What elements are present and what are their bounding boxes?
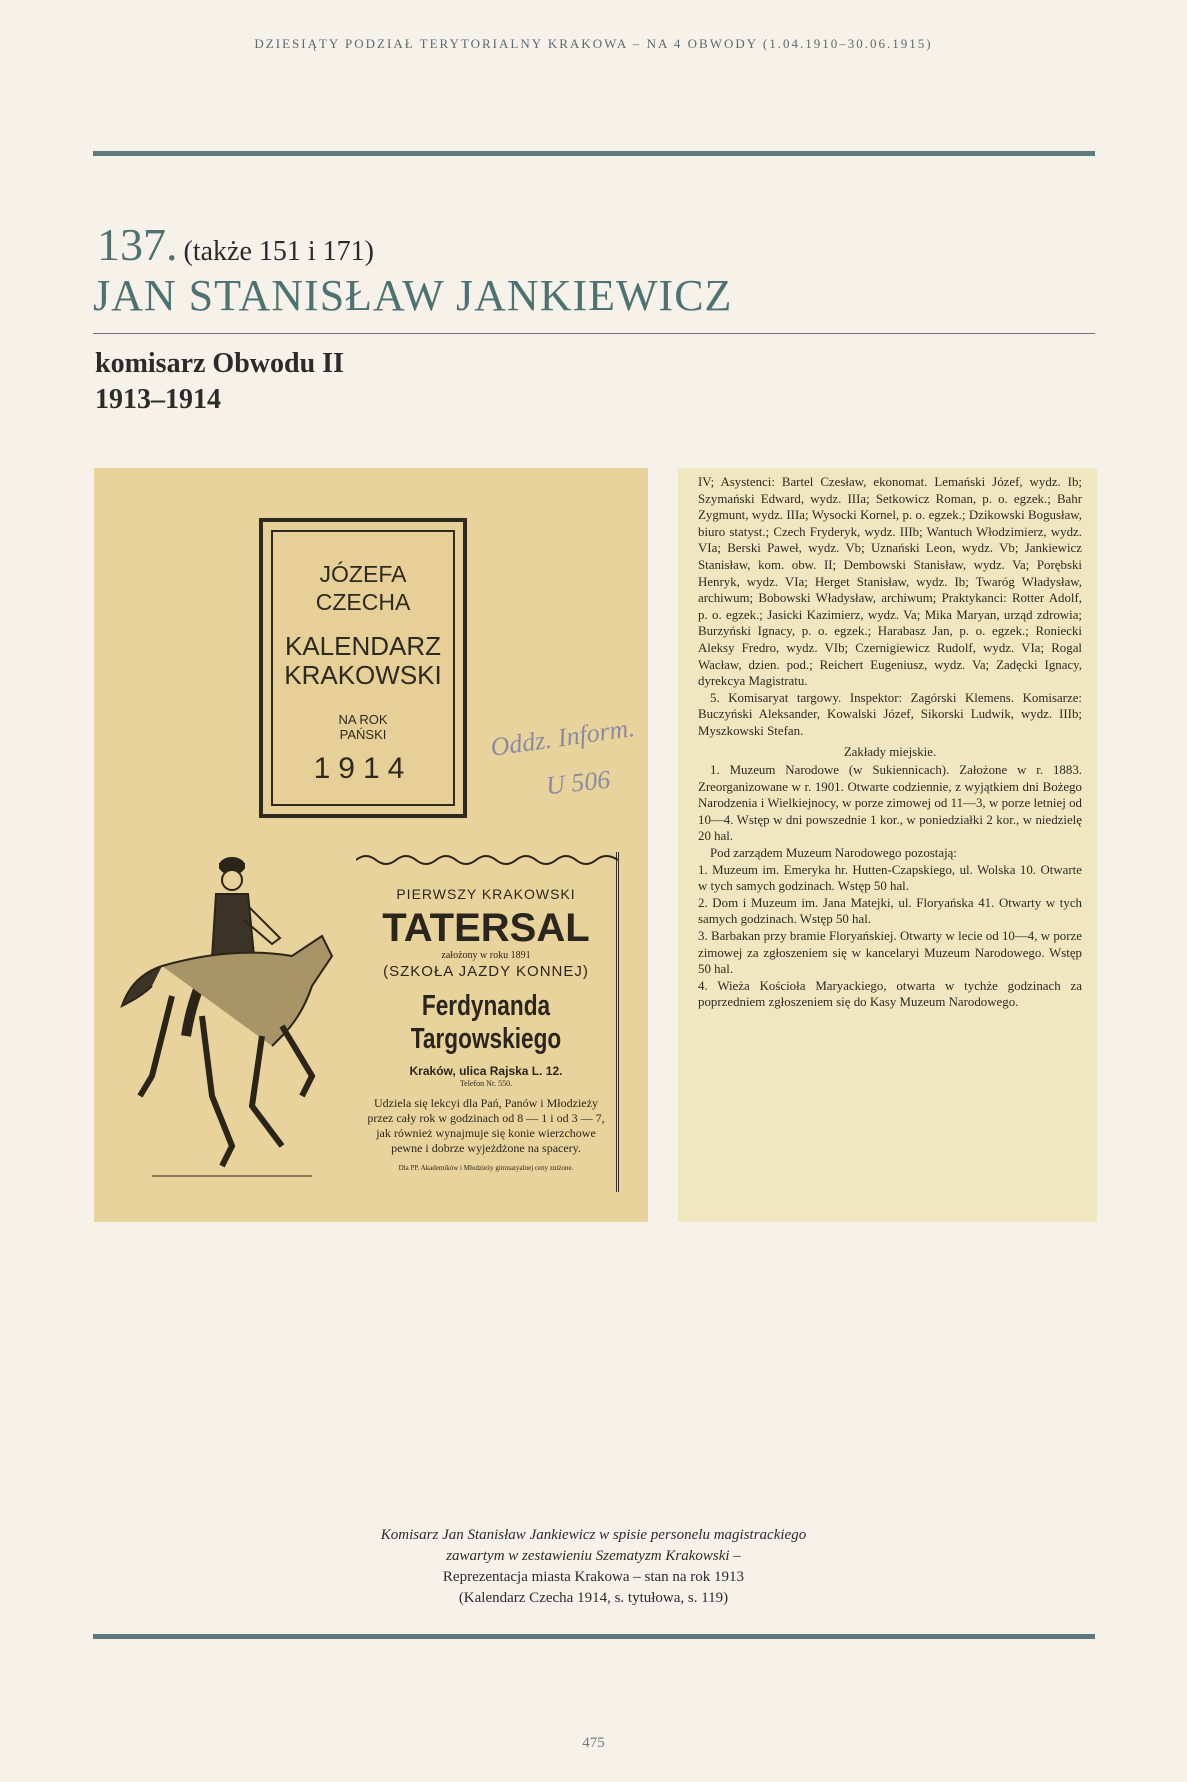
cover-title: KALENDARZ KRAKOWSKI — [284, 631, 442, 690]
advert-headline: TATERSAL — [382, 906, 590, 950]
advert-founded: założony w roku 1891 — [441, 950, 531, 961]
caption-line-1: Komisarz Jan Stanisław Jankiewicz w spisie personelu magistrackiego — [380, 1527, 807, 1543]
library-stamp-1: Oddz. Inform. — [488, 713, 637, 762]
list-item: 1. Muzeum im. Emeryka hr. Hutten-Czapskiego, ul. Wolska 10. Otwarte w tych samych godzinach. Wstęp 50 hal. — [698, 862, 1082, 894]
ornament-border — [356, 852, 618, 868]
advert-footnote: Dla PP. Akademików i Młodzieży gimnazyalnej ceny zniżone. — [398, 1164, 574, 1172]
list-item: 3. Barbakan przy bramie Floryańskiej. Otwarty w lecie od 10—4, w porze zimowej za zgłoszeniem się w kancelaryi Muzeum Narodowego. Wstęp 50 hal. — [698, 929, 1082, 977]
entry-number-value: 137. — [97, 219, 178, 270]
cover-author: JÓZEFA CZECHA — [315, 561, 411, 615]
tatersal-advert — [356, 852, 619, 1192]
caption-line-2: zawartym w zestawieniu Szematyzm Krakowski – — [446, 1548, 741, 1564]
title-rule — [93, 333, 1095, 334]
entry-also: (także 151 i 171) — [183, 236, 374, 267]
personnel-paragraph: IV; Asystenci: Bartel Czesław, ekonomat. Lemański Józef, wydz. Ib; Szymański Edward, wydz. IIIa; Setkowicz Roman, p. o. egzek.; Bahr Zygmunt, wydz. IIIa; Wysocki Kornel, p. o. egzek.; Dzikowski Bogusław, biuro statyst.; Czech Fryderyk, wydz. IIIb; Wantuch Włodzimierz, wydz. VIa; Berski Paweł, wydz. Vb; Uznański Leon, wydz. Vb; Jankiewicz Stanisław, kom. obw. II; Dembowski Stanisław, wydz. Va; Porębski Henryk, wydz. VIa; Herget Stanisław, wydz. Ib; Twaróg Władysław, archiwum; Bobowski Władysław, archiwum; Praktykanci: Rotter Adolf, p. o. egzek.; Jasicki Kazimierz, wydz. Va; Mika Maryan, urząd zdrowia; Burzyński Ignacy, p. o. egzek.; Harabasz Jan, p. o. egzek.; Roniecki Aleksy Fredro, wydz. VIb; Czernigiewicz Rudolf, wydz. VIa; Rogal Wacław, dzien. pod.; Reichert Eugeniusz, wydz. Va; Zadęcki Ignacy, dyrekcya Magistratu. — [698, 475, 1082, 689]
advert-line-1: PIERWSZY KRAKOWSKI — [396, 886, 576, 902]
cover-year: 1914 — [313, 752, 413, 785]
figure-caption — [0, 1525, 1187, 1609]
entry-name: JAN STANISŁAW JANKIEWICZ — [93, 271, 733, 320]
horse-rider-illustration — [112, 846, 336, 1186]
list-item: 2. Dom i Muzeum im. Jana Matejki, ul. Floryańska 41. Otwarty w tych samych godzinach. Wstęp 50 hal. — [698, 895, 1082, 927]
advert-body: Udziela się lekcyi dla Pań, Panów i Młodzieży przez cały rok w godzinach od 8 — 1 i od 3 — 7, jak również wynajmuje się konie wierzchowe pewne i dobrze wyjeżdżone na spacery. — [367, 1096, 605, 1155]
calendar-cover — [259, 518, 467, 818]
section-heading: Zakłady miejskie. — [843, 744, 937, 759]
advert-owner: Ferdynanda Targowskiego — [410, 990, 562, 1055]
advert-phone: Telefon Nr. 550. — [459, 1079, 513, 1088]
personnel-list-scan — [678, 468, 1097, 1222]
museum-branches-intro: Pod zarządem Muzeum Narodowego pozostają: — [710, 846, 957, 861]
library-stamp-2: U 506 — [544, 764, 612, 801]
museum-paragraph: 1. Muzeum Narodowe (w Sukiennicach). Założone w r. 1883. Zreorganizowane w r. 1901. Otwarte codziennie, z wyjątkiem dni Bożego Narodzenia i Wielkiejnocy, w porze zimowej od 11—3, w porze letniej od 10—4. Wstęp w dni powszednie 1 kor., w poniedziałki 2 kor., w niedzielę 20 hal. — [698, 763, 1082, 844]
caption-line-4: (Kalendarz Czecha 1914, s. tytułowa, s. 119) — [458, 1590, 729, 1606]
caption-line-3: Reprezentacja miasta Krakowa – stan na rok 1913 — [442, 1569, 745, 1585]
entry-number — [97, 219, 374, 270]
entry-role: komisarz Obwodu II — [95, 348, 344, 379]
personnel-text — [698, 474, 1082, 1011]
list-item: 4. Wieża Kościoła Maryackiego, otwarta w tychże godzinach za poprzedniem zgłoszeniem się do Kasy Muzeum Narodowego. — [698, 978, 1082, 1010]
entry-years: 1913–1914 — [95, 384, 221, 415]
bottom-rule — [93, 1634, 1095, 1639]
running-head: DZIESIĄTY PODZIAŁ TERYTORIALNY KRAKOWA – NA 4 OBWODY (1.04.1910–30.06.1915) — [254, 36, 933, 51]
advert-address: Kraków, ulica Rajska L. 12. — [409, 1064, 563, 1078]
market-commission-paragraph: 5. Komisaryat targowy. Inspektor: Zagórski Klemens. Komisarze: Buczyński Aleksander, Kowalski Józef, Sikorski Ludwik, wydz. IIIb; Myszkowski Stefan. — [698, 690, 1082, 738]
advert-subtitle: (SZKOŁA JAZDY KONNEJ) — [383, 963, 589, 980]
calendar-cover-scan — [94, 468, 648, 1222]
cover-year-label: NA ROK PAŃSKI — [338, 712, 388, 742]
top-rule — [93, 151, 1095, 156]
page-number: 475 — [582, 1735, 605, 1751]
